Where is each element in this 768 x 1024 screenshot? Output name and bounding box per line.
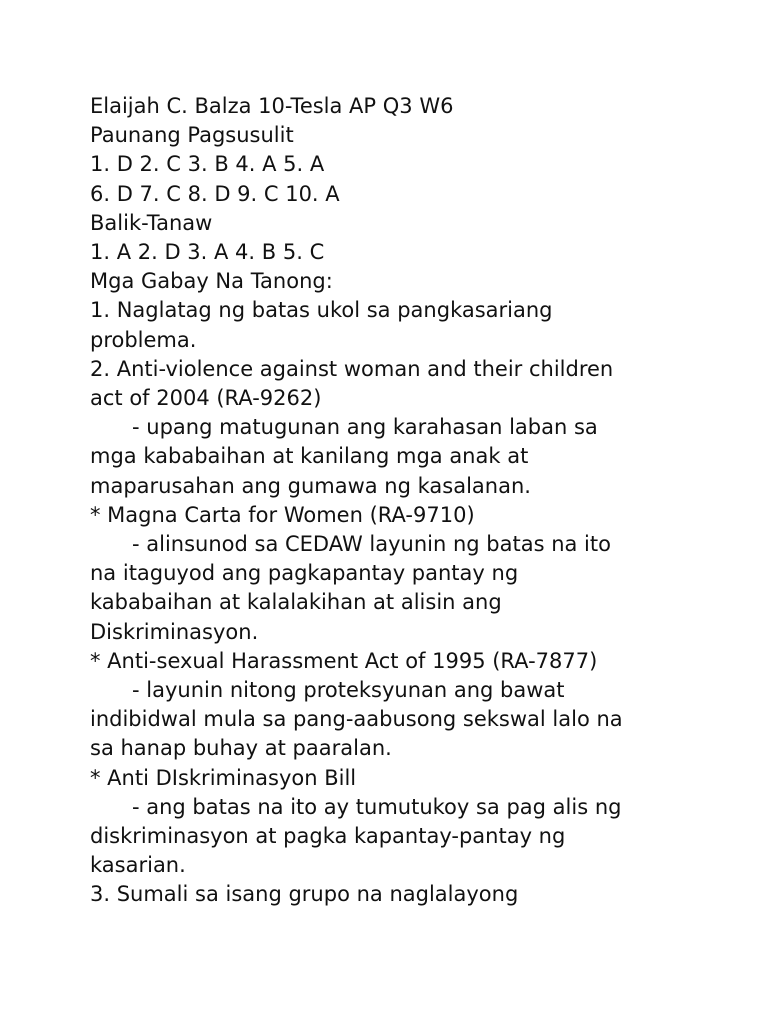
text-line: diskriminasyon at pagka kapantay-pantay ng (90, 824, 566, 849)
text-line: kasarian. (90, 853, 186, 878)
section-heading-balik-tanaw: Balik-Tanaw (90, 210, 213, 235)
header-line: Elaijah C. Balza 10-Tesla AP Q3 W6 (90, 94, 454, 118)
bullet-line: * Anti-sexual Harassment Act of 1995 (RA-7877) (90, 648, 598, 673)
indented-text-line: - alinsunod sa CEDAW layunin ng batas na ito (132, 532, 611, 557)
text-line: kababaihan at kalalakihan at alisin ang (90, 590, 502, 615)
text-line: act of 2004 (RA-9262) (90, 386, 322, 411)
text-line: mga kababaihan at kanilang mga anak at (90, 444, 529, 469)
text-line: 1. Naglatag ng batas ukol sa pangkasariang (90, 298, 553, 323)
text-line: indibidwal mula sa pang-aabusong sekswal lalo na (90, 707, 623, 732)
section-heading-paunang-pagsusulit: Paunang Pagsusulit (90, 123, 294, 148)
answer-line: 1. D 2. C 3. B 4. A 5. A (90, 152, 325, 177)
text-line: problema. (90, 327, 197, 352)
indented-text-line: - ang batas na ito ay tumutukoy sa pag alis ng (132, 794, 622, 819)
indented-text-line: - upang matugunan ang karahasan laban sa (132, 415, 598, 440)
indented-text-line: - layunin nitong proteksyunan ang bawat (132, 678, 565, 703)
text-line: Diskriminasyon. (90, 619, 259, 644)
bullet-line: * Magna Carta for Women (RA-9710) (90, 502, 475, 527)
text-line: 2. Anti-violence against woman and their children (90, 356, 614, 381)
answer-line: 1. A 2. D 3. A 4. B 5. C (90, 240, 325, 265)
text-line: na itaguyod ang pagkapantay pantay ng (90, 561, 519, 586)
text-line: sa hanap buhay at paaralan. (90, 736, 392, 761)
answer-line: 6. D 7. C 8. D 9. C 10. A (90, 181, 340, 206)
text-line: maparusahan ang gumawa ng kasalanan. (90, 473, 531, 498)
document-body (90, 92, 730, 910)
text-line: 3. Sumali sa isang grupo na naglalayong (90, 882, 519, 907)
bullet-line: * Anti DIskriminasyon Bill (90, 765, 357, 790)
section-heading-gabay-na-tanong: Mga Gabay Na Tanong: (90, 269, 333, 294)
